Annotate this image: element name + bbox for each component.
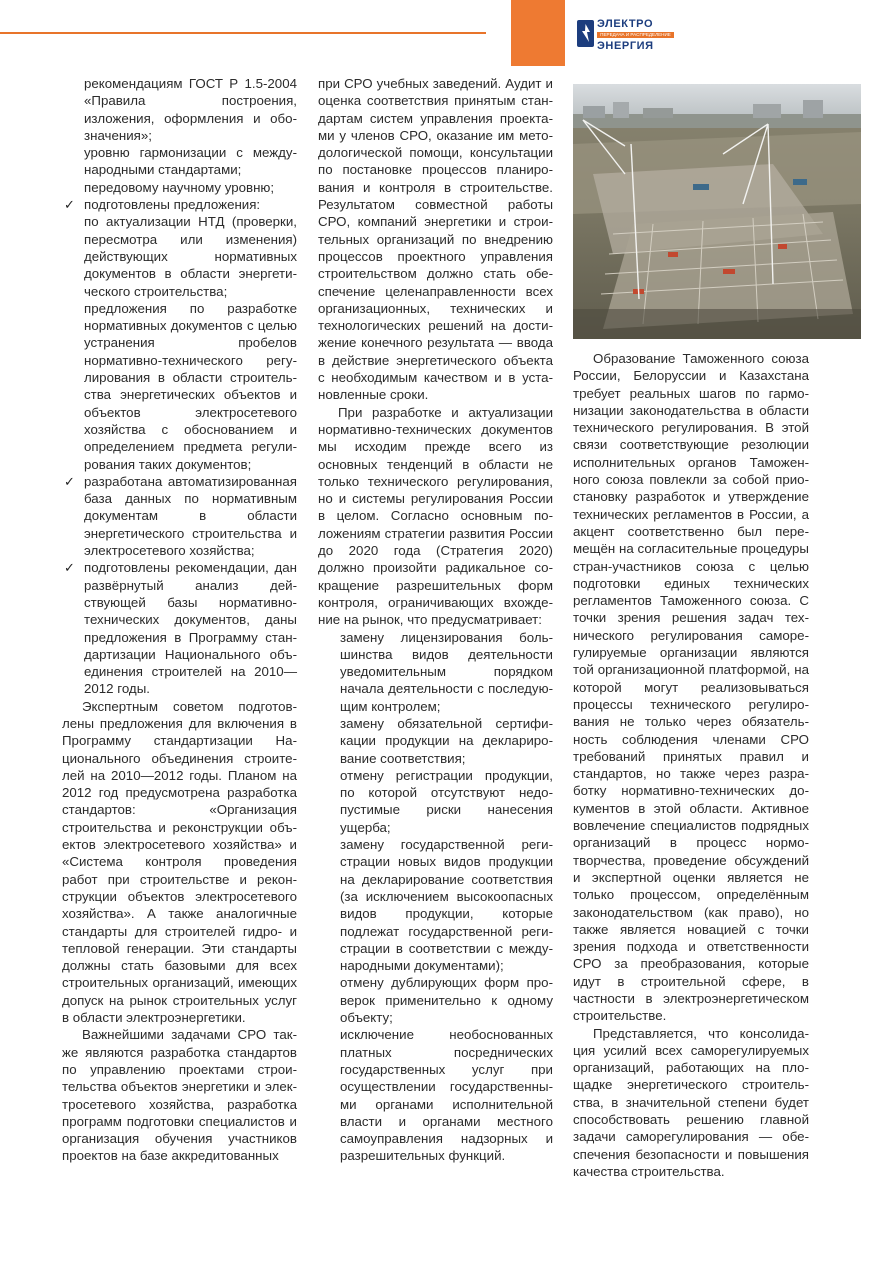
header-rule [0, 32, 486, 34]
construction-site-photo [573, 84, 861, 339]
col1-paragraph: Экспертным советом подготовлены предложения для включения в Программу стандартизации Национального объединения строителей на 2010—2012 годы. Планом на 2012 год предусмотрена разработка стандартов: «Организация строительства и реконструкции объектов электросетевого хозяйства» и «Система контроля проведения работ при строительстве и реконструкции объектов электросетевого хозяйства». А также аналогичные стандарты для строителей гидро- и тепловой генерации. Эти стандарты должны стать базовыми для всех строительных организаций, имеющих допуск на рынок строительных услуг в области электроэнергетики. [62, 698, 297, 1026]
checkmark-icon: ✓ [64, 560, 75, 576]
col2-list-item: замену обязательной сертификации продукции на декларирование соответствия; [340, 715, 553, 766]
col3-paragraph: Образование Таможенного союза России, Белоруссии и Казахстана требует реальных шагов по гармонизации законодательства в области технического регулирования. В этой связи соответствующие резолюции исполнительных органов Таможенного союза повлекли за собой приостановку разработок и утверждение технических регламентов в России, а акцент соответственно был перемещён на согласительные процедуры стран-участников союза с целью подготовки единых технических регламентов Таможенного союза. С точки зрения решения задач технического регулирования саморегулируемые организации являются той организационной платформой, на которой могут реализовываться процессы технического регулирования не только через обязательность соблюдения членами СРО требований принятых правил и стандартов, но также через разработку нормативно-технических документов в этой области. Активное вовлечение специалистов подрядных организаций в процесс нормотворчества, проведение обсуждений и экспертной оценки является не только процессом, определённым законодательством (как право), но также является новацией с точки зрения подхода и ответственности СРО за преобразования, которые идут в строительной сфере, в частности в электроэнергетическом строительстве. [573, 351, 809, 1024]
col1-sub-item: по актуализации НТД (проверки, пересмотра или изменения) действующих нормативных документов в области энергетического строительства; [84, 214, 297, 299]
col2-list-item: исключение необоснованных платных посреднических государственных услуг при осуществлении государственными органами исполнительной власти и органами местного самоуправления надзорных и разрешительных функций. [340, 1027, 553, 1164]
magazine-logo [577, 18, 675, 54]
checkmark-icon: ✓ [64, 473, 75, 489]
col1-check-item [62, 559, 297, 697]
col1-check-text: подготовлены рекомендации, дан развёрнутый анализ действующей базы нормативно-технических документов, даны предложения в Программу стандартизации Национального объединения строителей на 2010—2012 годы. [84, 560, 297, 697]
col1-check-text: разработана автоматизированная база данных по нормативным документам в области энергетического строительства и электросетевого хозяйства; [84, 473, 297, 559]
logo-tagline: ПЕРЕДАЧА И РАСПРЕДЕЛЕНИЕ [597, 32, 674, 38]
logo-word-elektro: ЭЛЕКТРО [597, 18, 654, 30]
column-1 [62, 75, 297, 1165]
col1-sub-item: уровню гармонизации с международными стандартами; [84, 145, 297, 178]
col1-sub-item: рекомендациям ГОСТ Р 1.5-2004 «Правила построения, изложения, оформления и обозначения»; [84, 76, 297, 143]
column-3 [573, 350, 809, 1180]
logo-word-energiya: ЭНЕРГИЯ [597, 40, 654, 52]
col2-list-item: отмену регистрации продукции, по которой отсутствуют недопустимые риски нанесения ущерба; [340, 767, 553, 835]
page-corner-tab [511, 0, 565, 66]
col2-list-item: отмену дублирующих форм проверок применительно к одному объекту; [340, 975, 553, 1026]
col2-list-item: замену лицензирования большинства видов деятельности уведомительным порядком начала деятельности с последующим контролем; [340, 629, 553, 714]
col1-sub-item: предложения по разработке нормативных документов с целью устранения пробелов нормативно-технического регулирования в области строительства энергетических объектов и объектов электросетевого хозяйства с обоснованием и определением предмета регулирования таких документов; [84, 300, 297, 472]
col1-check-item [62, 473, 297, 559]
logo-emblem-icon [577, 20, 594, 47]
column-2 [318, 75, 553, 1165]
col3-paragraph: Представляется, что консолидация усилий всех саморегулируемых организаций, работающих на площадке энергетического строительства, в значительной степени будет способствовать решению главной задачи саморегулирования — обеспечения безопасности и повышения качества строительства. [573, 1025, 809, 1179]
checkmark-icon: ✓ [64, 197, 75, 213]
col1-paragraph: Важнейшими задачами СРО также являются разработка стандартов по управлению проектами строительства объектов энергетики и электросетевого хозяйства, разработка программ подготовки специалистов и организация обучения участников проектов на базе аккредитованных [62, 1027, 297, 1164]
col2-paragraph: При разработке и актуализации нормативно-технических документов мы исходим прежде всего из основных тенденций в области не только технического регулирования, но и системы регулирования России в целом. Согласно основным положениям стратегии развития России до 2020 года (Стратегия 2020) должно произойти радикальное сокращение разрешительных форм контроля, ограничивающих вхождение на рынок, что предусматривает: [318, 404, 553, 628]
col1-sub-item: передовому научному уровню; [84, 179, 275, 195]
col1-check-item [62, 196, 297, 213]
col2-paragraph: при СРО учебных заведений. Аудит и оценка соответствия принятым стандартам систем управления проектами у членов СРО, оказание им методологической помощи, консультации по постановке процессов планирования и контроля в строительстве. Результатом совместной работы СРО, компаний энергетики и строительных организаций по внедрению процессов проектного управления строительством должно стать обеспечение целенаправленности всех организационных, технических и технологических решений на достижение конечного результата — ввода в действие энергетического объекта с необходимым качеством и в установленные сроки. [318, 76, 553, 403]
col1-check-text: подготовлены предложения: [84, 197, 261, 213]
col2-list-item: замену государственной регистрации новых видов продукции на декларирование соответствия (за исключением высокоопасных видов продукции, которые подлежат государственной регистрации в соответствии с международными документами); [340, 837, 553, 974]
